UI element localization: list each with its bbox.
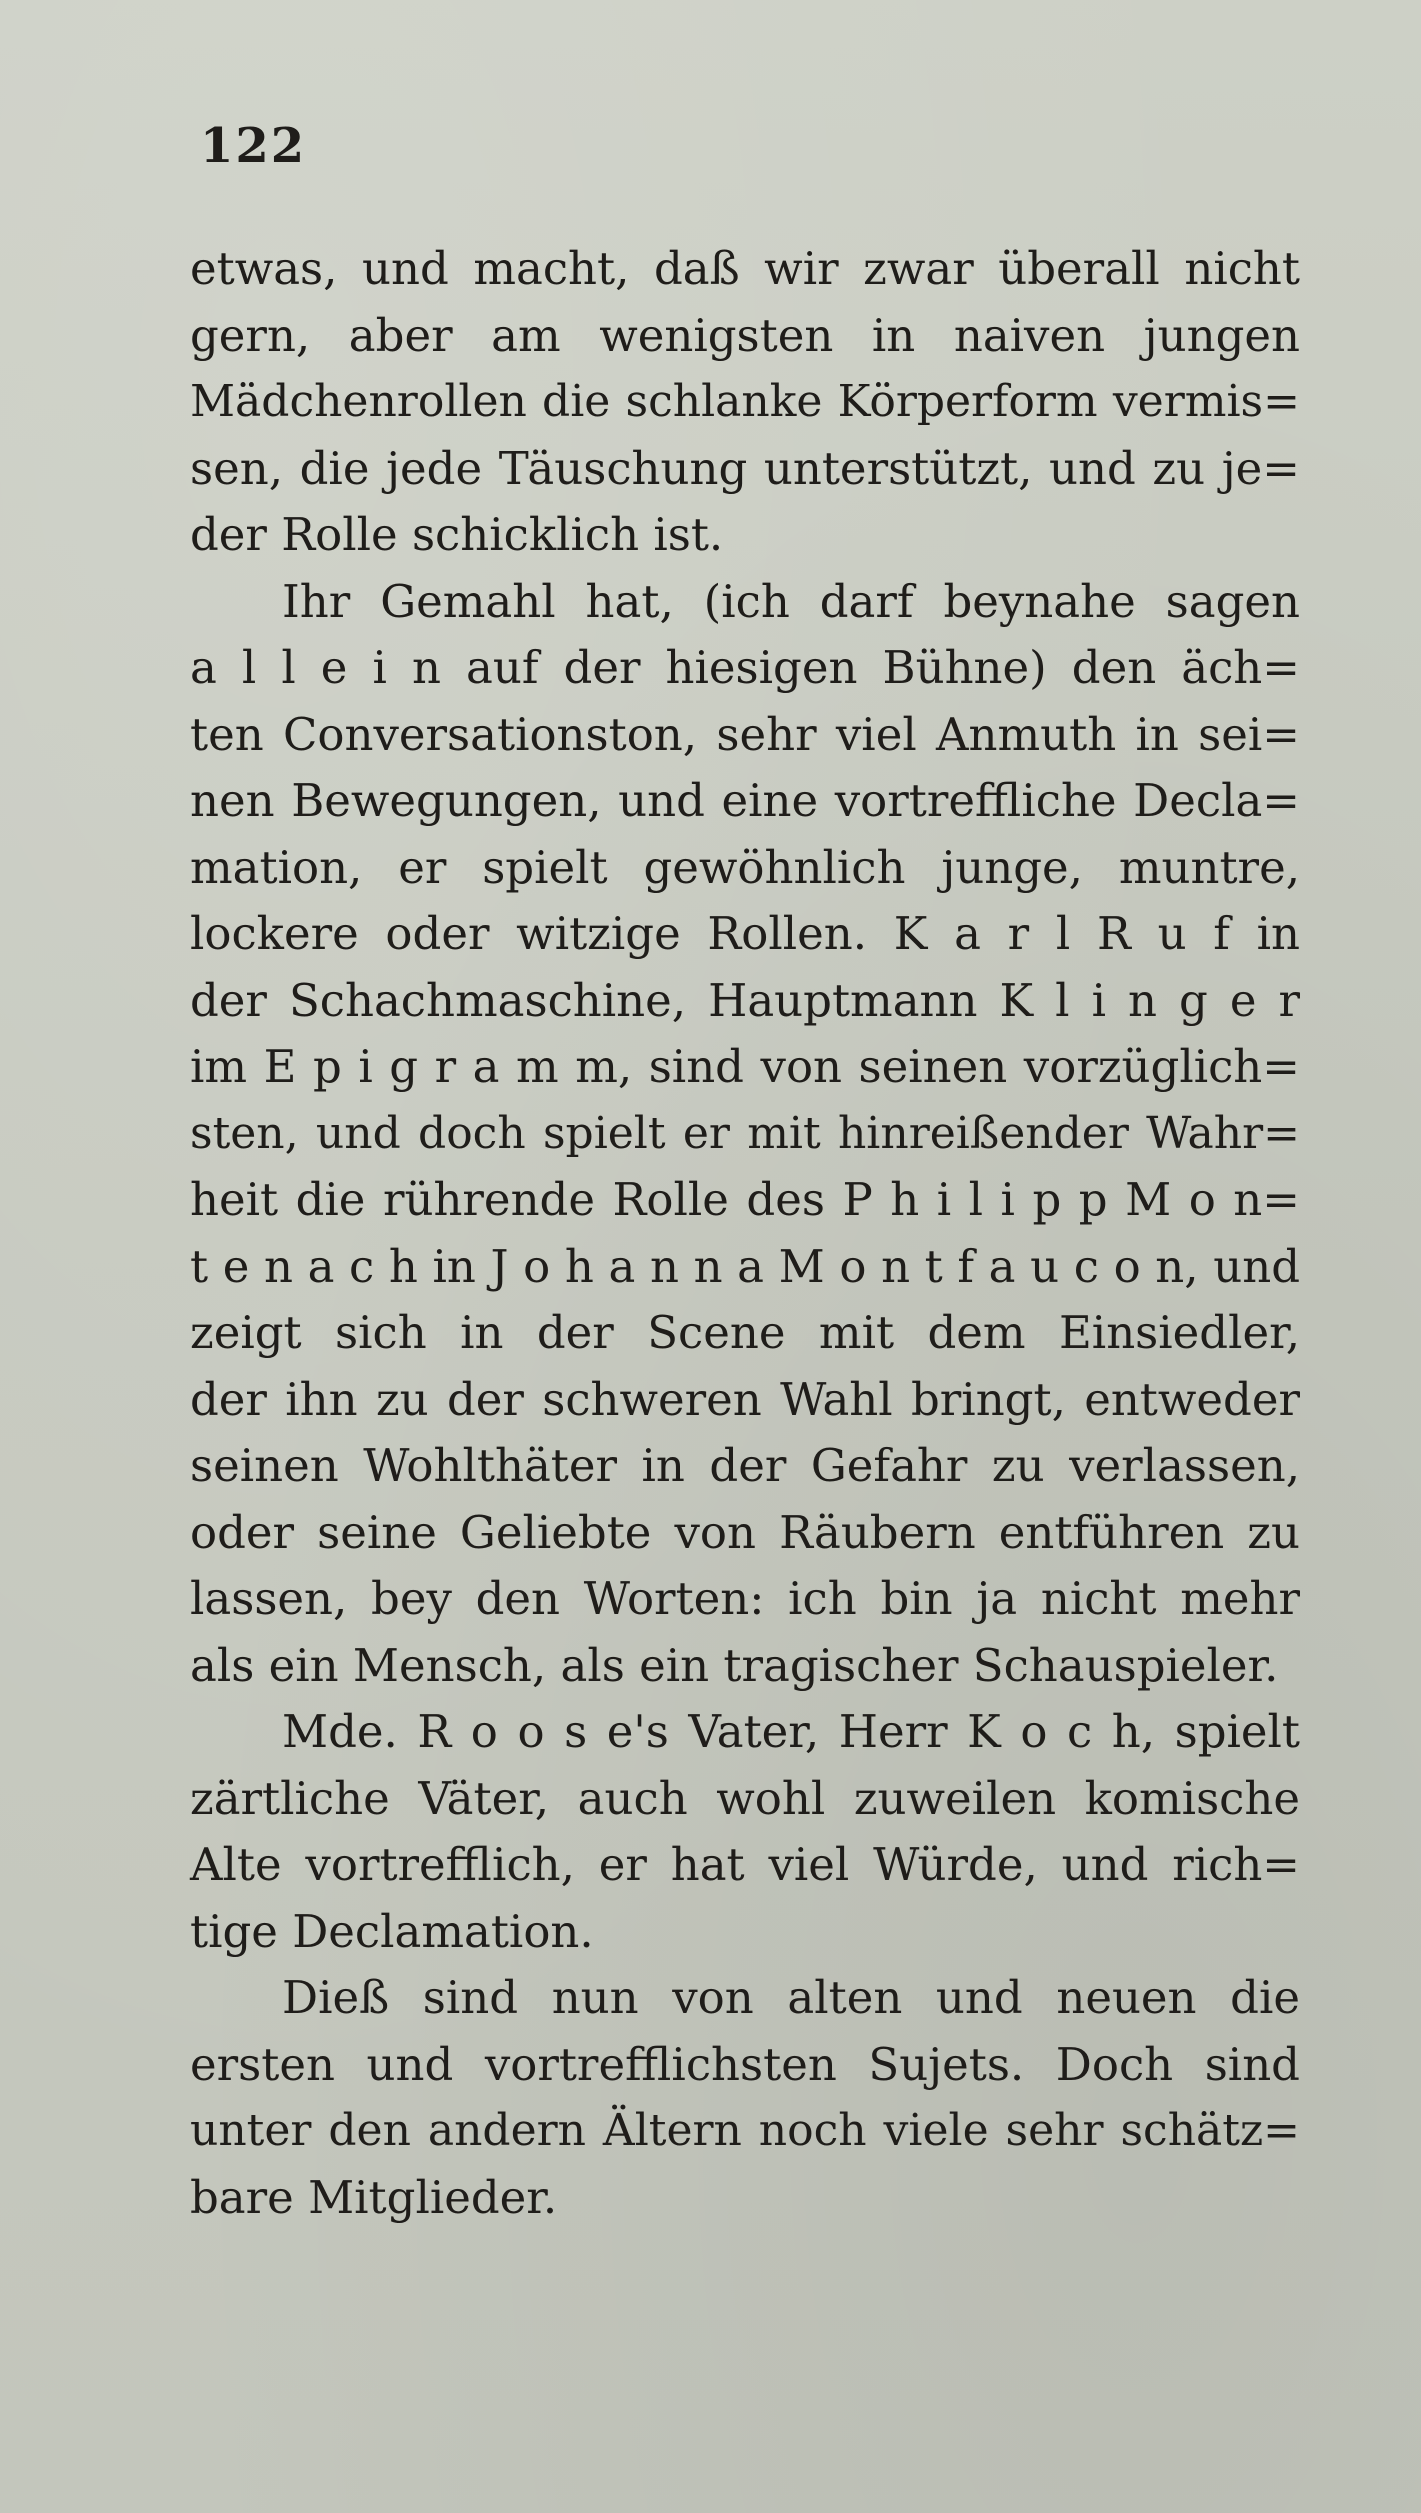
text-line: Dieß sind nun von alten und neuen die (282, 1971, 1300, 2024)
text-line: Ihr Gemahl hat, (ich darf beynahe sagen (282, 574, 1300, 628)
text-line: etwas, und macht, daß wir zwar überall nicht (190, 242, 1300, 295)
text-line: unter den andern Ältern noch viele sehr schätz= (190, 2105, 1300, 2156)
body-text (190, 236, 1300, 2231)
text-line: ten Conversationston, sehr viel Anmuth in sei= (190, 707, 1300, 761)
text-line: a l l e i n auf der hiesigen Bühne) den äch= (190, 641, 1300, 694)
text-line: heit die rührende Rolle des P h i l i p p M o n= (190, 1173, 1300, 1226)
text-line: lockere oder witzige Rollen. K a r l R u f in (190, 907, 1300, 960)
text-line: sten, und doch spielt er mit hinreißender Wahr= (190, 1107, 1300, 1159)
text-line: tige Declamation. (190, 1904, 594, 1958)
text-line: mation, er spielt gewöhnlich junge, muntre, (190, 840, 1300, 894)
text-line: Alte vortrefflich, er hat viel Würde, und rich= (190, 1838, 1300, 1891)
text-line: gern, aber am wenigsten in naiven jungen (190, 308, 1300, 362)
text-line: im E p i g r a m m, sind von seinen vorzüglich= (190, 1040, 1300, 1093)
text-line: seinen Wohlthäter in der Gefahr zu verlassen, (190, 1439, 1300, 1492)
text-line: Mde. R o o s e's Vater, Herr K o c h, spielt (282, 1705, 1300, 1758)
text-line: der Schachmaschine, Hauptmann K l i n g e r (190, 973, 1300, 1027)
text-line: nen Bewegungen, und eine vortreffliche Decla= (190, 774, 1300, 827)
text-line: oder seine Geliebte von Räubern entführen zu (190, 1505, 1300, 1559)
text-line: der ihn zu der schweren Wahl bringt, entweder (190, 1372, 1300, 1426)
text-line: als ein Mensch, als ein tragischer Schauspieler. (190, 1638, 1279, 1692)
text-line: lassen, bey den Worten: ich bin ja nicht mehr (190, 1572, 1300, 1625)
text-line: t e n a c h in J o h a n n a M o n t f a u c o n, und (190, 1239, 1300, 1293)
text-line: zärtliche Väter, auch wohl zuweilen komische (190, 1771, 1300, 1825)
text-line: zeigt sich in der Scene mit dem Einsiedler, (190, 1306, 1300, 1359)
text-line: Mädchenrollen die schlanke Körperform vermis= (190, 376, 1300, 427)
text-line: bare Mitglieder. (190, 2170, 558, 2224)
text-line: der Rolle schicklich ist. (190, 508, 724, 561)
text-line: ersten und vortrefflichsten Sujets. Doch sind (190, 2037, 1300, 2091)
text-line: sen, die jede Täuschung unterstützt, und zu je= (190, 441, 1300, 495)
page-number: 122 (200, 118, 307, 174)
